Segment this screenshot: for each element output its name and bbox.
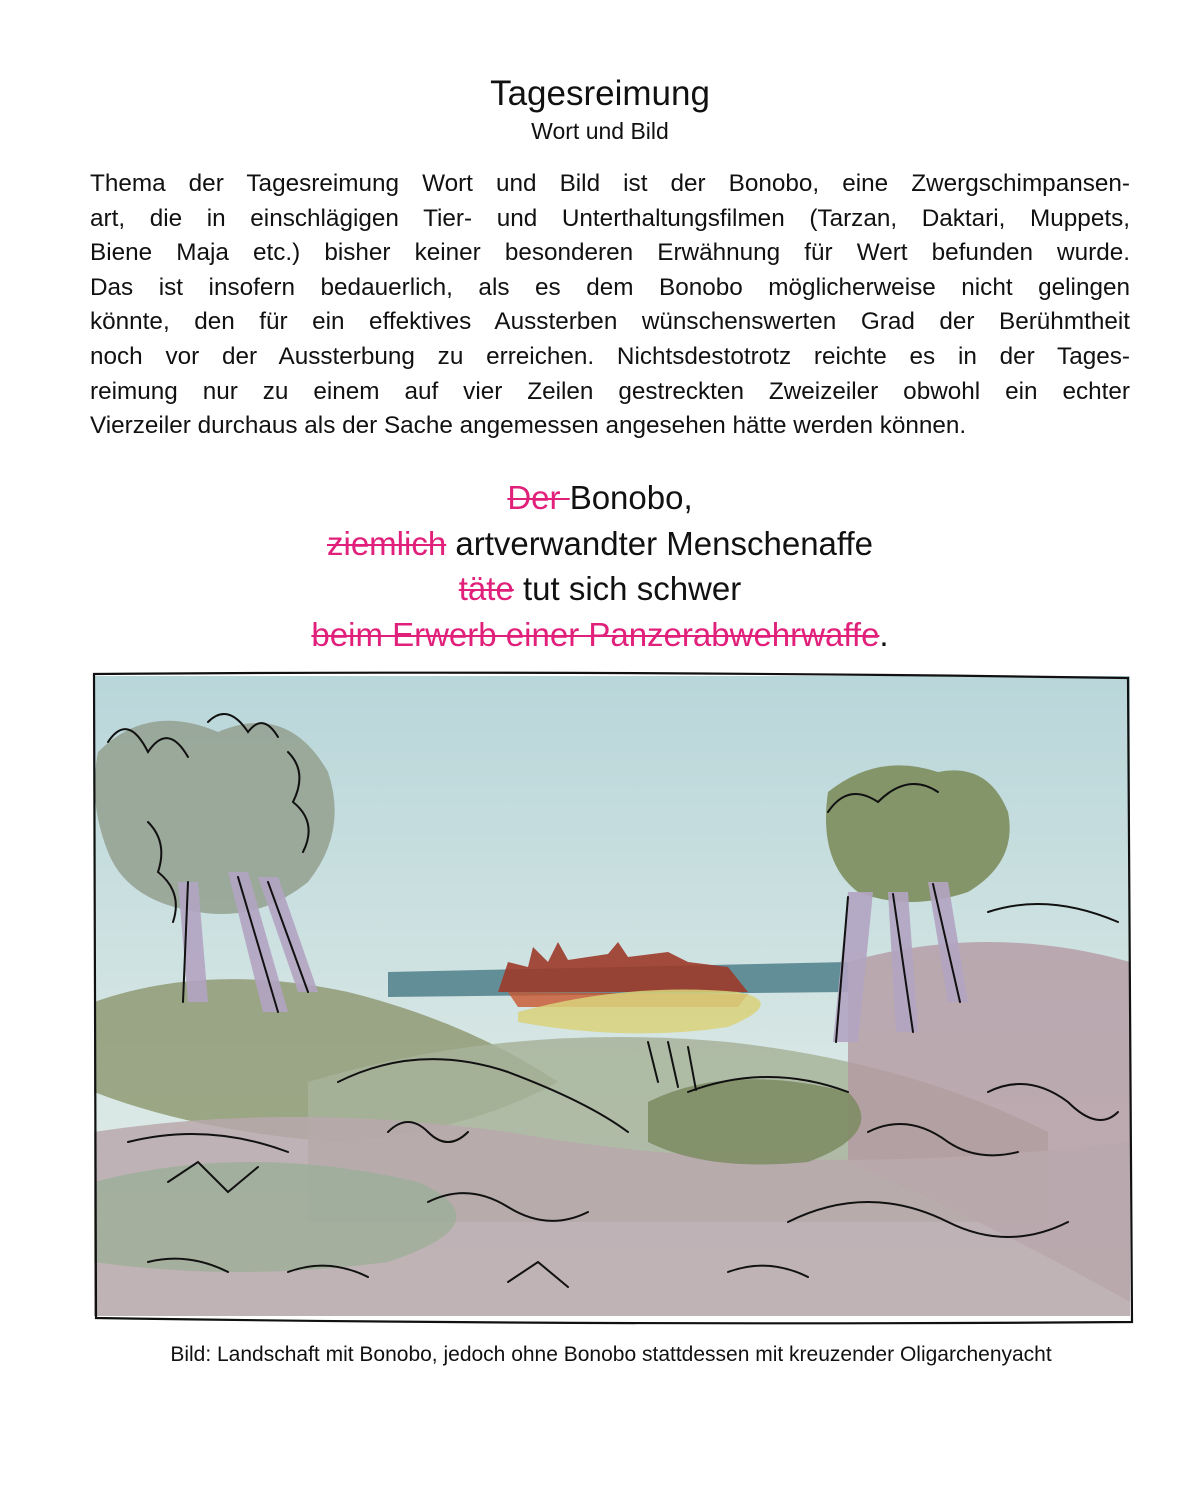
poem-text: artverwandter Menschenaffe: [446, 524, 873, 562]
poem-line-2: [0, 521, 1200, 567]
landscape-illustration: [88, 662, 1138, 1342]
intro-line: Thema der Tagesreimung Wort und Bild ist der Bonobo, eine Zwergschimpansen-: [90, 170, 1130, 197]
page-subtitle: Wort und Bild: [531, 118, 669, 144]
intro-line: Biene Maja etc.) bisher keiner besonderen Erwähnung für Wert befunden wurde.: [90, 239, 1130, 267]
intro-line: könnte, den für ein effektives Aussterben wünschenswerten Grad der Berühmtheit: [90, 308, 1130, 336]
poem-line-3: [0, 566, 1200, 612]
intro-line: reimung nur zu einem auf vier Zeilen gestreckten Zweizeiler obwohl ein echter: [90, 377, 1130, 405]
intro-line: noch vor der Aussterbung zu erreichen. Nichtsdestotrotz reichte es in der Tages-: [90, 342, 1130, 370]
intro-line: Vierzeiler durchaus als der Sache angemessen angesehen hätte werden können.: [90, 412, 967, 440]
foreground-grass: [94, 1162, 457, 1272]
struck-word: ziemlich: [327, 524, 447, 562]
page-title: Tagesreimung: [490, 74, 710, 113]
tree-right-canopy: [826, 765, 1010, 902]
poem: [0, 475, 1200, 657]
intro-paragraph: [90, 167, 1130, 444]
intro-line: Das ist insofern bedauerlich, als es dem Bonobo möglicherweise nicht gelingen: [90, 273, 1130, 301]
poem-line-4: [0, 612, 1200, 658]
poem-text: Bonobo,: [569, 479, 693, 516]
bush-center: [648, 1079, 861, 1164]
struck-phrase: beim Erwerb einer Panzerabwehrwaffe: [311, 615, 880, 653]
struck-word: Der: [507, 479, 570, 516]
intro-line: art, die in einschlägigen Tier- und Unterthaltungsfilmen (Tarzan, Daktari, Muppets,: [90, 204, 1130, 232]
struck-word: täte: [458, 570, 514, 607]
image-caption: Bild: Landschaft mit Bonobo, jedoch ohne Bonobo stattdessen mit kreuzender Oligarchenyacht: [170, 1343, 1052, 1366]
poem-text: tut sich schwer: [513, 570, 742, 607]
poem-line-1: [0, 475, 1200, 521]
poem-text: .: [879, 615, 889, 653]
